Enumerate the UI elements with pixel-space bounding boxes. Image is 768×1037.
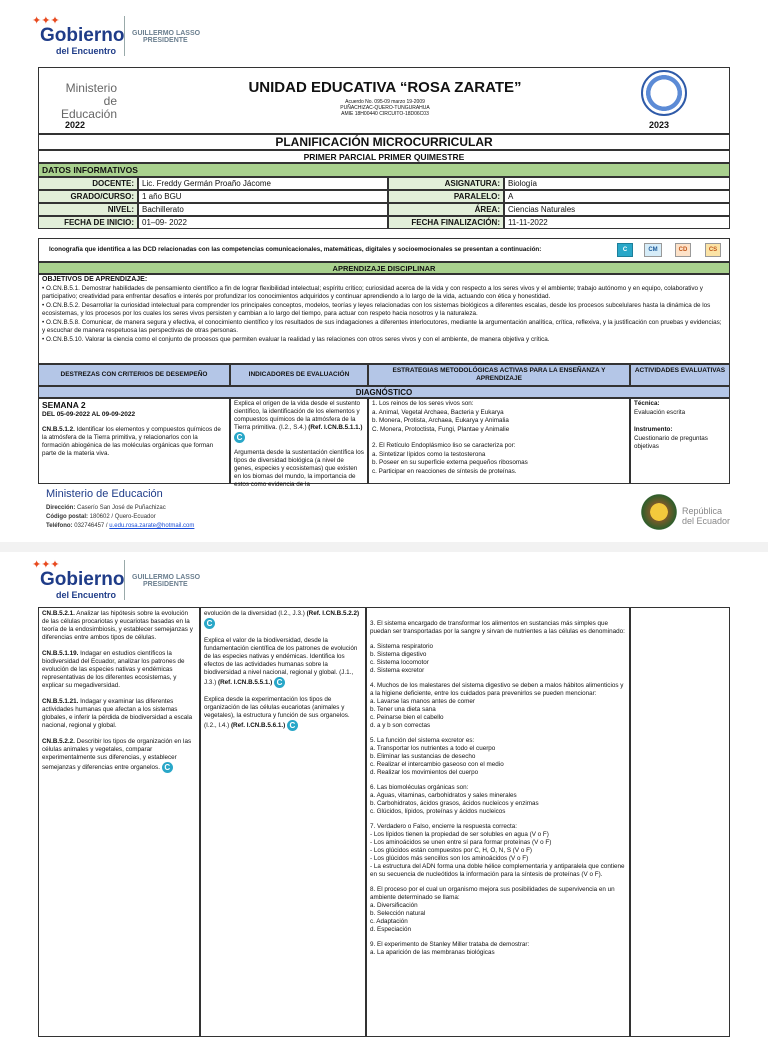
competencia-c-icon: C	[162, 762, 173, 773]
p2-dcd-1-code: CN.B.5.2.1.	[42, 610, 75, 617]
tecnica-label: Técnica:	[634, 400, 660, 407]
p2-ind-1	[204, 610, 362, 629]
q5-c: c. Realizar el intercambio gaseoso con el medio	[370, 761, 504, 768]
gobierno-logo	[26, 16, 126, 56]
year-left: 2022	[65, 120, 86, 130]
location: PUÑACHIZAC-QUERO-TUNGURAHUA	[340, 105, 430, 111]
objetivo-2: • O.CN.B.5.2. Desarrollar la curiosidad intelectual para comprender los principales conceptos, modelos, teorías y leyes relacionadas con los sistemas biológicos a diferentes escalas, desde los procesos subcelulares hasta la dinámica de los ecosistemas, y los procesos por los cuales los seres vivos persisten y cambian a lo largo del tiempo, para actuar con respeto hacia nosotros y la naturaleza.	[42, 301, 711, 317]
th-indicadores: INDICADORES DE EVALUACIÓN	[230, 364, 368, 386]
asignatura-value: Biología	[504, 177, 730, 190]
q4-b: b. Tener una dieta sana	[370, 706, 436, 713]
q2-c: c. Participar en reacciones de síntesis de proteínas.	[372, 467, 517, 475]
guillermo-text-2: GUILLERMO LASSO	[132, 574, 201, 581]
q1-a: a. Animal, Vegetal Archaea, Bacteria y Eukarya	[372, 408, 504, 416]
p2-ind-3-ref: (Ref. I.CN.B.5.6.1.)	[230, 722, 286, 730]
q9: 9. El experimento de Stanley Miller trataba de demostrar:	[370, 941, 530, 948]
ministerio-line1: Ministerio	[65, 81, 117, 95]
p2-ind-2-ref: (Ref. I.CN.B.5.5.1.)	[218, 679, 273, 687]
nivel-value: Bachillerato	[138, 203, 388, 216]
aprendizaje-heading: APRENDIZAJE DISCIPLINAR	[38, 262, 730, 274]
th-destrezas: DESTREZAS CON CRITERIOS DE DESEMPEÑO	[38, 364, 230, 386]
star-icon: ✦✦✦	[32, 559, 60, 571]
p2-ind-2	[204, 637, 362, 688]
ministerio-line2: de Educación	[60, 94, 117, 121]
area-value: Ciencias Naturales	[504, 203, 730, 216]
th-actividades: ACTIVIDADES EVALUATIVAS	[630, 364, 730, 386]
q1-b: b. Monera, Protista, Archaea, Eukarya y Animalia	[372, 417, 509, 424]
p2-dcd-2-text: Indagar en estudios científicos la biodiversidad del Ecuador, analizar los patrones de evolución de las especies nativas y endémicas representativas de los diferentes ecosistemas, y explicar su megadiversidad.	[42, 650, 185, 689]
q6-a: a. Aguas, vitaminas, carbohidratos y sales minerales	[370, 792, 517, 799]
q5-a: a. Transportar los nutrientes a todo el cuerpo	[370, 745, 496, 752]
competencia-c-icon: C	[287, 720, 298, 731]
codigo-value: 180602 / Quero-Ecuador	[88, 514, 156, 520]
gobierno-text-2: Gobierno	[40, 569, 125, 590]
footer-telefono	[46, 522, 194, 530]
q5: 5. La función del sistema excretor es:	[370, 737, 475, 744]
p2-col-actividades	[630, 607, 730, 1037]
p2-dcd-1-text: Analizar las hipótesis sobre la evolución de las células procariotas y eucariotas basadas en la teoría de la endosimbiosis, y establecer semejanzas y diferencias entre ambos tipos de células.	[42, 610, 193, 641]
amie: AMIE 18H00440 CIRCUITO-18D06C03	[341, 111, 429, 117]
q7-4: - Los glúcidos más sencillos son los aminoácidos (V o F)	[370, 855, 529, 862]
p2-ind-1-ref: (Ref. I.CN.B.5.2.2)	[306, 610, 360, 617]
iconografia-text: Iconografía que identifica a las DCD relacionadas con las competencias comunicacionales, matemáticas, digitales y socioemocionales se presentan a continuación:	[49, 246, 542, 253]
semana-cell	[38, 398, 230, 484]
paralelo-label: PARALELO:	[388, 190, 504, 203]
paralelo-value: A	[504, 190, 730, 203]
q4-a: a. Lavarse las manos antes de comer	[370, 698, 476, 705]
nivel-label: NIVEL:	[38, 203, 138, 216]
grado-value: 1 año BGU	[138, 190, 388, 203]
q6-b: b. Carbohidratos, ácidos grasos, ácidos nucleicos y enzimas	[370, 800, 539, 807]
iconografia-row	[38, 238, 730, 262]
fin-value: 11-11-2022	[504, 216, 730, 229]
grado-label: GRADO/CURSO:	[38, 190, 138, 203]
q4-c: c. Peinarse bien el cabello	[370, 714, 444, 721]
p2-dcd-3	[42, 698, 196, 730]
indicador-1	[234, 400, 364, 443]
acuerdo: Acuerdo No. 095-09 marzo 19-2009	[345, 99, 425, 105]
semana-dates: DEL 05-09-2022 AL 09-09-2022	[42, 411, 136, 418]
q8-c: c. Adaptación	[370, 918, 408, 925]
actividades-cell	[630, 398, 730, 484]
instrumento-label: Instrumento:	[634, 426, 673, 433]
competencia-c-icon: C	[617, 243, 633, 257]
q3: 3. El sistema encargado de transformar los alimentos en sustancias más simples que puedan ser transportadas por la sangre y sirvan de nutrientes a las células es denominado:	[370, 620, 625, 635]
objetivo-3: • O.CN.B.5.8. Comunicar, de manera segura y efectiva, el conocimiento científico y los resultados de sus indagaciones a diferentes interlocutores, mediante la argumentación analítica, crítica, reflexiva, y la justificación con pruebas y evidencias; y escuchar de manera respetuosa las perspectivas de otras personas.	[42, 318, 722, 334]
q3-d: d. Sistema excretor	[370, 667, 425, 674]
telefono-value: 032746457 /	[72, 523, 110, 529]
p2-dcd-2-code: CN.B.5.1.19.	[42, 650, 79, 657]
p2-ind-1-text: evolución de la diversidad (I.2., J.3.)	[204, 610, 305, 617]
star-icon: ✦✦✦	[32, 15, 60, 27]
dcd-code: CN.B.5.1.2.	[42, 426, 75, 433]
q1: 1. Los reinos de los seres vivos son:	[372, 400, 474, 407]
gobierno-logo-2	[26, 560, 126, 600]
q8-b: b. Selección natural	[370, 910, 426, 917]
p2-ind-3-text: Explica desde la experimentación los tipos de organización de las células eucariotas (animales y vegetales), la estructura y función de sus organelos. (I.2., I.4.)	[204, 696, 350, 730]
year-right: 2023	[649, 120, 670, 130]
gobierno-text: Gobierno	[40, 25, 125, 46]
diagnostico-heading: DIAGNÓSTICO	[38, 386, 730, 398]
q5-d: d. Realizar los movimientos del cuerpo	[370, 769, 479, 776]
docente-label: DOCENTE:	[38, 177, 138, 190]
school-seal-icon	[641, 70, 687, 116]
q2: 2. El Retículo Endoplásmico liso se caracteriza por:	[372, 442, 516, 449]
q5-b: b. Eliminar las sustancias de desecho	[370, 753, 476, 760]
competencia-c-icon: C	[234, 432, 245, 443]
p2-col-estrategias	[366, 607, 630, 1037]
dcd-body: Identificar los elementos y compuestos químicos de la atmósfera de la Tierra primitiva, y relacionarlos con la formación abiogénica de las moléculas orgánicas que forman parte de la materia viva.	[42, 426, 221, 457]
encuentro-text: del Encuentro	[56, 46, 117, 56]
tecnica-value: Evaluación escrita	[634, 408, 686, 416]
q7-5: - La estructura del ADN forma una doble hélice complementaria y antiparalela que contiene en su secuencia de nucleótidos la información para la síntesis de proteínas (V o F).	[370, 863, 625, 878]
school-name: UNIDAD EDUCATIVA “ROSA ZARATE”	[248, 79, 522, 96]
direccion-label: Dirección:	[46, 505, 76, 511]
p2-col-destrezas	[38, 607, 200, 1037]
objetivo-4: • O.CN.B.5.10. Valorar la ciencia como el conjunto de procesos que permiten evaluar la realidad y las relaciones con otros seres vivos y con el ambiente, de manera objetiva y crítica.	[42, 335, 550, 343]
q1-c: C. Monera, Protoctista, Fungi, Plantae y Animalie	[372, 425, 510, 433]
coat-of-arms-icon	[640, 490, 678, 530]
estrategias-cell	[368, 398, 630, 484]
q8-d: d. Especiación	[370, 926, 411, 933]
q6-c: c. Glúcidos, lípidos, proteínas y ácidos nucleicos	[370, 808, 506, 815]
codigo-label: Código postal:	[46, 514, 88, 520]
indicador-2: Argumenta desde la sustentación científica los tipos de diversidad biológica (a nivel de genes, especies y ecosistemas) que existen en los biomas del mundo, la importancia de estos como evidencia de la	[234, 449, 364, 488]
competencia-cs-icon: CS	[705, 243, 721, 257]
footer-ministerio: Ministerio de Educación	[46, 488, 163, 500]
q3-c: c. Sistema locomotor	[370, 659, 429, 666]
header-divider-2	[124, 560, 125, 600]
q4-d: d. a y b son correctas	[370, 722, 431, 729]
q2-b: b. Poseer en su superficie externa pequeños ribosomas	[372, 459, 528, 466]
header-divider	[124, 16, 125, 56]
plan-title: PLANIFICACIÓN MICROCURRICULAR	[38, 134, 730, 150]
q7-2: - Los aminoácidos se unen entre sí para formar proteínas (V o F)	[370, 839, 552, 846]
q8: 8. El proceso por el cual un organismo mejora sus posibilidades de supervivencia en un ambiente determinado se llama:	[370, 886, 615, 901]
docente-value: Lic. Freddy Germán Proaño Jácome	[138, 177, 388, 190]
q3-a: a. Sistema respiratorio	[370, 643, 433, 650]
p2-dcd-4-text: Describir los tipos de organización en las células animales y vegetales, comparar experimentalmente sus diferencias, y establecer semejanzas y diferencias entre organelos.	[42, 738, 192, 772]
p2-dcd-3-text: Indagar y examinar las diferentes actividades humanas que afectan a los sistemas globales, e inferir la pérdida de biodiversidad a escala nacional, regional y global.	[42, 698, 193, 729]
p2-ind-3	[204, 696, 362, 731]
republica-text	[682, 506, 730, 526]
telefono-label: Teléfono:	[46, 523, 73, 529]
p2-dcd-3-code: CN.B.5.1.21.	[42, 698, 79, 705]
p2-ind-2-text: Explica el valor de la biodiversidad, desde la fundamentación científica de los patrones de evolución de las especies nativas y endémicas. Identifica los efectos de las actividades humanas sobre la biodiversidad a nivel nacional, regional y global. (J.1., J.3.)	[204, 637, 358, 687]
q7: 7. Verdadero o Falso, encierre la respuesta correcta:	[370, 823, 518, 830]
instrumento-value: Cuestionario de preguntas objetivas	[634, 434, 708, 450]
page-separator	[0, 542, 768, 552]
q2-a: a. Sintetizar lípidos como la testosterona	[372, 450, 486, 458]
semana-title: SEMANA 2	[42, 400, 86, 410]
dcd-text	[42, 426, 226, 458]
q4: 4. Muchos de los malestares del sistema digestivo se deben a malos hábitos alimenticios y a la higiene deficiente, entre los cuidados para prevenirlos se pueden mencionar:	[370, 682, 624, 697]
th-estrategias: ESTRATEGIAS METODOLÓGICAS ACTIVAS PARA LA ENSEÑANZA Y APRENDIZAJE	[368, 364, 630, 386]
presidente-text: PRESIDENTE	[143, 37, 188, 44]
footer-codigo	[46, 513, 156, 521]
p2-dcd-4	[42, 738, 196, 773]
indicador-1-ref: (Ref. I.CN.B.5.1.1.)	[308, 424, 363, 431]
objetivos-box	[38, 274, 730, 364]
objetivos-title: OBJETIVOS DE APRENDIZAJE:	[42, 276, 148, 283]
p2-col-indicadores	[200, 607, 366, 1037]
datos-heading: DATOS INFORMATIVOS	[38, 163, 730, 177]
q7-1: - Los lípidos tienen la propiedad de ser solubles en agua (V o F)	[370, 831, 549, 838]
q9-a: a. La aparición de las membranas biológicas	[370, 949, 495, 956]
guillermo-text: GUILLERMO LASSO	[132, 30, 201, 37]
competencia-cm-icon: CM	[644, 243, 662, 257]
competencia-cd-icon: CD	[675, 243, 691, 257]
inicio-label: FECHA DE INICIO:	[38, 216, 138, 229]
area-label: ÁREA:	[388, 203, 504, 216]
p2-dcd-1	[42, 610, 196, 642]
competencia-c-icon: C	[204, 618, 215, 629]
fin-label: FECHA FINALIZACIÓN:	[388, 216, 504, 229]
q8-a: a. Diversificación	[370, 902, 418, 909]
indicador-1-text: Explica el origen de la vida desde el sustento científico, la identificación de los elementos y compuestos químicos de la atmósfera de la Tierra primitiva. (I.2., S.4.)	[234, 400, 361, 431]
presidente-text-2: PRESIDENTE	[143, 581, 188, 588]
q6: 6. Las biomoléculas orgánicas son:	[370, 784, 469, 791]
footer-direccion	[46, 504, 166, 512]
title-block	[38, 67, 730, 134]
plan-subtitle: PRIMER PARCIAL PRIMER QUIMESTRE	[38, 150, 730, 163]
encuentro-text-2: del Encuentro	[56, 590, 117, 600]
q7-3: - Los glúcidos están compuestos por C, H, O, N, S (V o F)	[370, 847, 533, 854]
asignatura-label: ASIGNATURA:	[388, 177, 504, 190]
email-link[interactable]: u.edu.rosa.zarate@hotmail.com	[109, 523, 195, 529]
p2-dcd-4-code: CN.B.5.2.2.	[42, 738, 75, 745]
competencia-c-icon: C	[274, 677, 285, 688]
p2-dcd-2	[42, 650, 196, 690]
direccion-value: Caserío San José de Puñachizac	[75, 505, 166, 511]
republica-line2: del Ecuador	[682, 516, 731, 526]
indicadores-cell	[230, 398, 368, 488]
objetivo-1: • O.CN.B.5.1. Demostrar habilidades de pensamiento científico a fin de lograr flexibilidad intelectual; espíritu crítico; curiosidad acerca de la vida y con respecto a los seres vivos y el ambiente; trabajo autónomo y en equipo, colaborativo y participativo; creatividad para enfrentar desafíos e interés por profundizar los conocimientos adquiridos y continuar aprendiendo a lo largo de la vida, actuando con ética y honestidad.	[42, 284, 703, 300]
q3-b: b. Sistema digestivo	[370, 651, 427, 658]
inicio-value: 01–09- 2022	[138, 216, 388, 229]
republica-line1: República	[682, 506, 723, 516]
